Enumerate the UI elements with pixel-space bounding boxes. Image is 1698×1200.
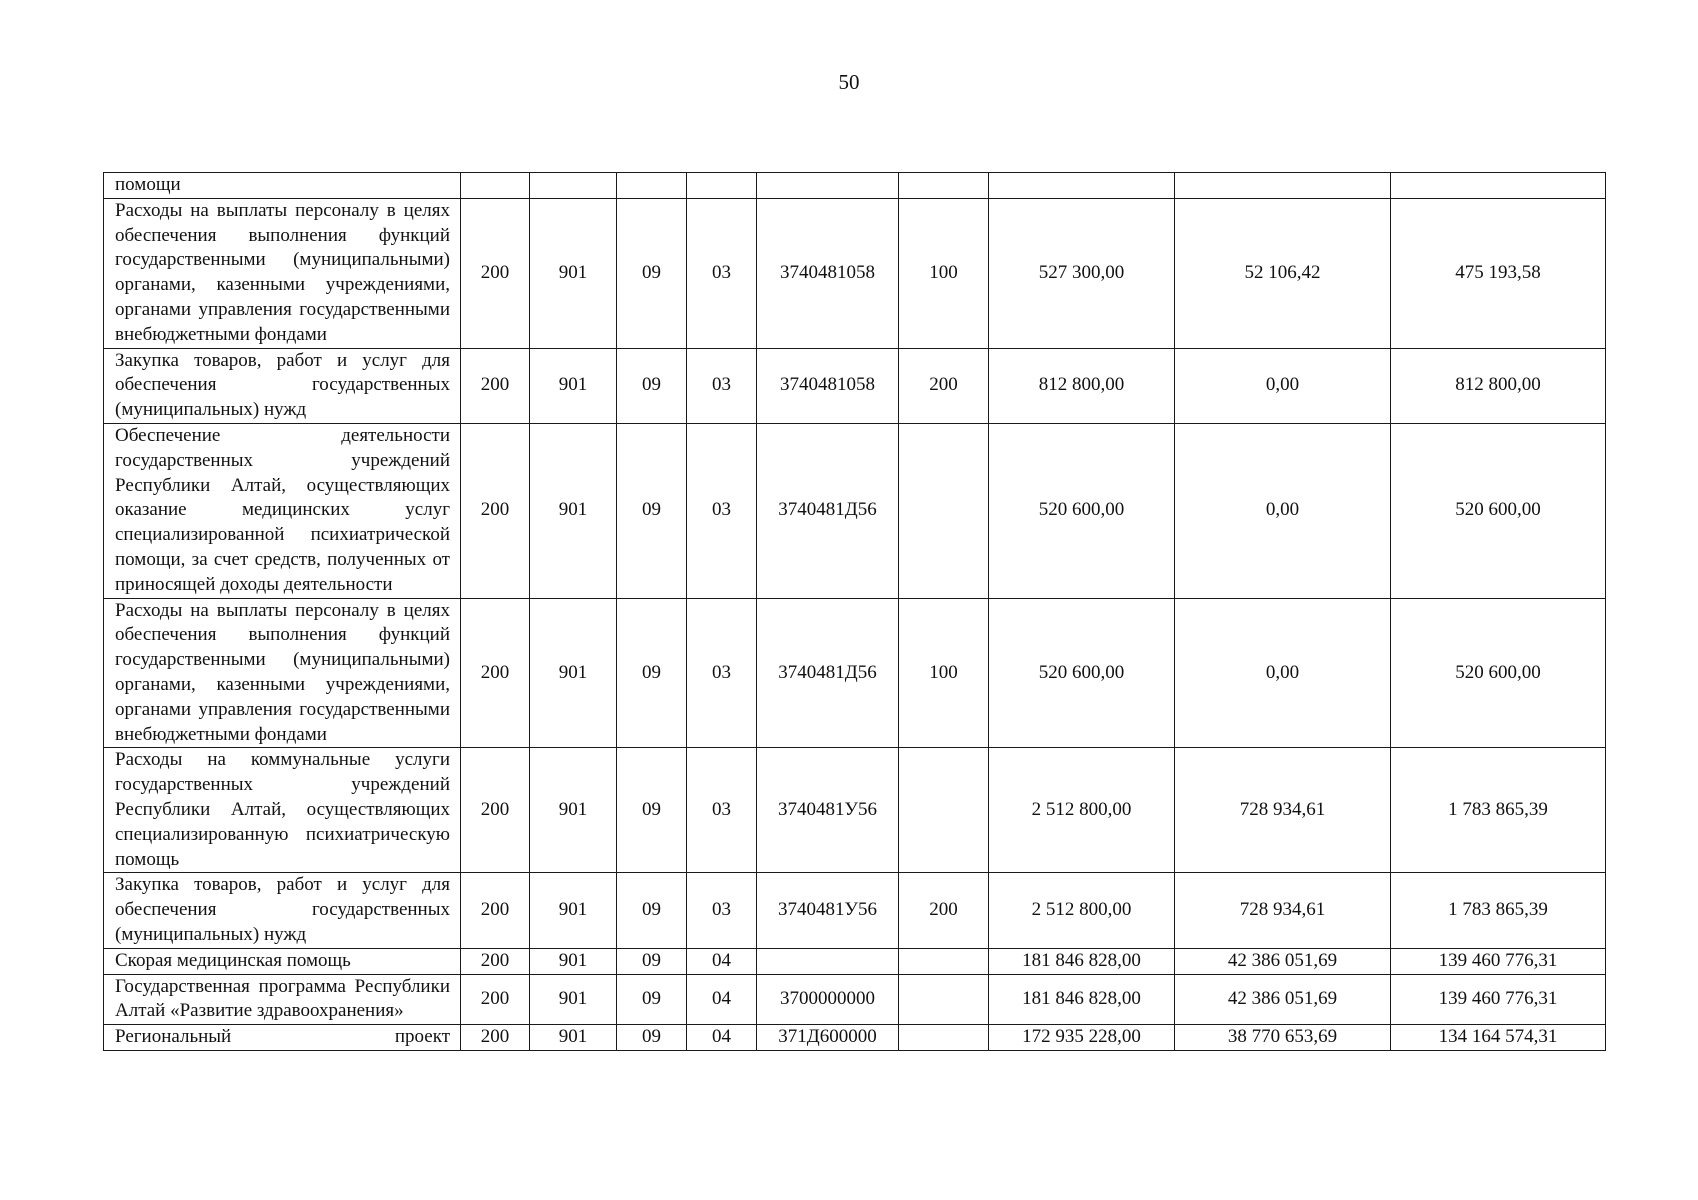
executed-amount: 0,00 [1175,598,1391,748]
section-code: 200 [461,348,530,423]
row-description: Расходы на выплаты персоналу в целях обеспечения выполнения функций государственными (муниципальными) органами, казенными учреждениями, органами управления государственными внебюджетными фондами [104,598,461,748]
subsection-code: 04 [687,974,757,1025]
expense-type-code [899,748,989,873]
remaining-amount: 520 600,00 [1391,423,1606,598]
section-code: 200 [461,598,530,748]
table-row [104,598,1606,748]
planned-amount: 812 800,00 [989,348,1175,423]
target-article-code: 3740481У56 [757,873,899,948]
section-code: 200 [461,974,530,1025]
remaining-amount: 1 783 865,39 [1391,748,1606,873]
table-row [104,948,1606,974]
expense-type-code [899,974,989,1025]
planned-amount: 520 600,00 [989,598,1175,748]
section-code [461,173,530,199]
ministry-code: 901 [530,948,617,974]
chapter-code: 09 [617,198,687,348]
target-article-code: 3740481Д56 [757,423,899,598]
remaining-amount: 139 460 776,31 [1391,974,1606,1025]
executed-amount: 38 770 653,69 [1175,1025,1391,1051]
table-row [104,1025,1606,1051]
target-article-code: 3740481Д56 [757,598,899,748]
remaining-amount: 1 783 865,39 [1391,873,1606,948]
ministry-code: 901 [530,598,617,748]
ministry-code: 901 [530,1025,617,1051]
target-article-code: 3740481058 [757,198,899,348]
planned-amount: 520 600,00 [989,423,1175,598]
planned-amount: 527 300,00 [989,198,1175,348]
executed-amount: 728 934,61 [1175,873,1391,948]
planned-amount: 181 846 828,00 [989,948,1175,974]
page-number: 50 [838,70,860,94]
subsection-code: 03 [687,348,757,423]
executed-amount: 728 934,61 [1175,748,1391,873]
remaining-amount: 520 600,00 [1391,598,1606,748]
chapter-code: 09 [617,1025,687,1051]
ministry-code [530,173,617,199]
remaining-amount: 134 164 574,31 [1391,1025,1606,1051]
planned-amount [989,173,1175,199]
expense-type-code: 100 [899,198,989,348]
subsection-code [687,173,757,199]
target-article-code [757,173,899,199]
expense-type-code: 100 [899,598,989,748]
subsection-code: 04 [687,948,757,974]
expense-type-code [899,423,989,598]
planned-amount: 2 512 800,00 [989,748,1175,873]
planned-amount: 172 935 228,00 [989,1025,1175,1051]
expense-type-code [899,1025,989,1051]
row-description: Скорая медицинская помощь [104,948,461,974]
chapter-code: 09 [617,423,687,598]
executed-amount: 42 386 051,69 [1175,948,1391,974]
subsection-code: 03 [687,873,757,948]
section-code: 200 [461,198,530,348]
remaining-amount: 812 800,00 [1391,348,1606,423]
section-code: 200 [461,423,530,598]
subsection-code: 03 [687,598,757,748]
remaining-amount [1391,173,1606,199]
row-description: Расходы на коммунальные услуги государственных учреждений Республики Алтай, осуществляющих специализированную психиатрическую помощь [104,748,461,873]
executed-amount [1175,173,1391,199]
section-code: 200 [461,748,530,873]
expense-type-code [899,173,989,199]
table-row [104,423,1606,598]
chapter-code: 09 [617,873,687,948]
table-row [104,748,1606,873]
planned-amount: 181 846 828,00 [989,974,1175,1025]
budget-table [103,172,1606,1051]
planned-amount: 2 512 800,00 [989,873,1175,948]
chapter-code: 09 [617,948,687,974]
row-description: Закупка товаров, работ и услуг для обеспечения государственных (муниципальных) нужд [104,873,461,948]
target-article-code: 3740481058 [757,348,899,423]
chapter-code [617,173,687,199]
subsection-code: 03 [687,198,757,348]
chapter-code: 09 [617,748,687,873]
subsection-code: 03 [687,423,757,598]
table-row [104,873,1606,948]
chapter-code: 09 [617,598,687,748]
ministry-code: 901 [530,974,617,1025]
table-row [104,348,1606,423]
row-description: Обеспечение деятельности государственных учреждений Республики Алтай, осуществляющих оказание медицинских услуг специализированной психиатрической помощи, за счет средств, полученных от приносящей доходы деятельности [104,423,461,598]
row-description: Расходы на выплаты персоналу в целях обеспечения выполнения функций государственными (муниципальными) органами, казенными учреждениями, органами управления государственными внебюджетными фондами [104,198,461,348]
subsection-code: 03 [687,748,757,873]
executed-amount: 42 386 051,69 [1175,974,1391,1025]
chapter-code: 09 [617,974,687,1025]
expense-type-code: 200 [899,348,989,423]
executed-amount: 52 106,42 [1175,198,1391,348]
subsection-code: 04 [687,1025,757,1051]
target-article-code: 371Д600000 [757,1025,899,1051]
target-article-code [757,948,899,974]
table-row [104,974,1606,1025]
ministry-code: 901 [530,348,617,423]
section-code: 200 [461,873,530,948]
section-code: 200 [461,948,530,974]
executed-amount: 0,00 [1175,348,1391,423]
row-description: Региональный проект [104,1025,461,1051]
chapter-code: 09 [617,348,687,423]
row-description: Закупка товаров, работ и услуг для обеспечения государственных (муниципальных) нужд [104,348,461,423]
table-row [104,173,1606,199]
executed-amount: 0,00 [1175,423,1391,598]
expense-type-code: 200 [899,873,989,948]
ministry-code: 901 [530,423,617,598]
expense-type-code [899,948,989,974]
target-article-code: 3740481У56 [757,748,899,873]
target-article-code: 3700000000 [757,974,899,1025]
row-description: помощи [104,173,461,199]
section-code: 200 [461,1025,530,1051]
table-row [104,198,1606,348]
ministry-code: 901 [530,748,617,873]
remaining-amount: 139 460 776,31 [1391,948,1606,974]
row-description: Государственная программа Республики Алтай «Развитие здравоохранения» [104,974,461,1025]
remaining-amount: 475 193,58 [1391,198,1606,348]
ministry-code: 901 [530,873,617,948]
ministry-code: 901 [530,198,617,348]
